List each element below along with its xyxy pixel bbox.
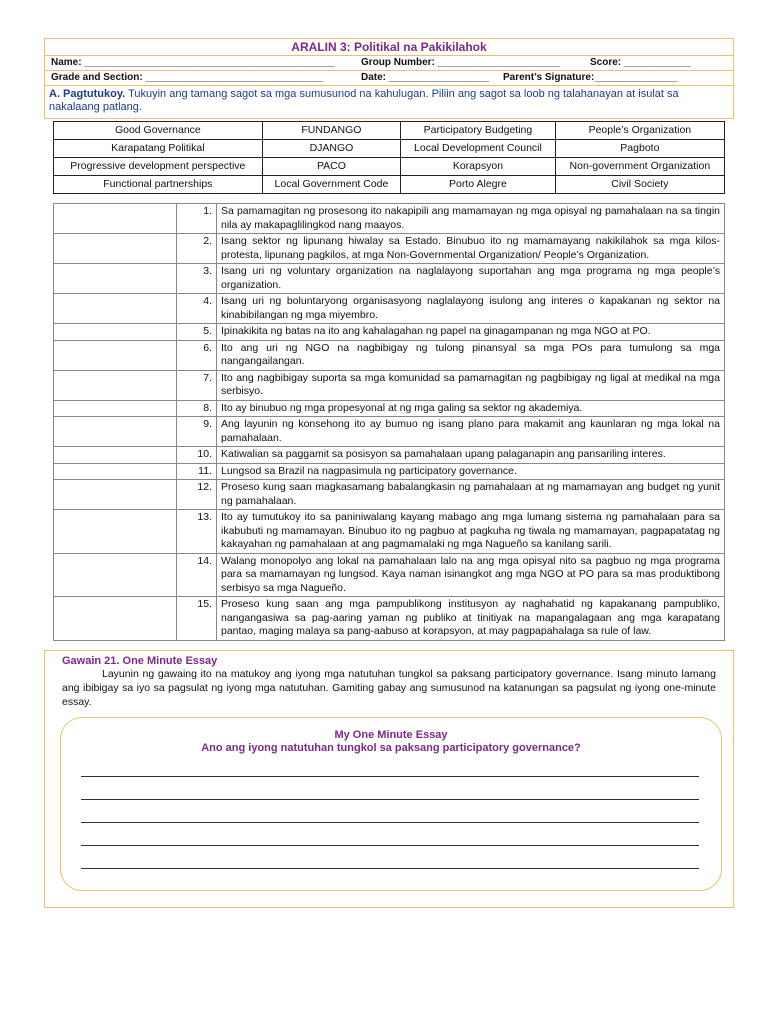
section-a-heading: A. Pagtutukoy.	[49, 88, 126, 100]
question-text: Lungsod sa Brazil na nagpasimula ng participatory governance.	[217, 463, 725, 480]
essay-answer-line[interactable]	[81, 868, 699, 869]
question-text: Ito ay binubuo ng mga propesyonal at ng mga galing sa sektor ng akademiya.	[217, 400, 725, 417]
word-bank-choice: Non-government Organization	[555, 158, 724, 176]
word-bank-choice: People’s Organization	[555, 122, 724, 140]
essay-box	[60, 717, 722, 891]
word-bank-choice: Porto Alegre	[401, 176, 556, 194]
word-bank-row	[54, 158, 725, 176]
word-bank-choice: Karapatang Politikal	[54, 140, 263, 158]
essay-answer-line[interactable]	[81, 799, 699, 800]
question-number: 8.	[177, 400, 217, 417]
question-number: 15.	[177, 597, 217, 641]
question-row	[54, 480, 725, 510]
answer-blank[interactable]	[54, 294, 177, 324]
question-row	[54, 463, 725, 480]
gawain-box	[44, 650, 734, 908]
question-text: Proseso kung saan ang mga pampublikong institusyon ay naghahatid ng kapakanang pampubliko, nangangasiwa sa pag-aaring yaman ng publiko at tinitiyak na mapangalagaan ang mga karapatang pantao, maging malaya sa pang-aabuso at korapsyon, at may pagpapahalaga sa rule of law.	[217, 597, 725, 641]
question-text: Ito ay tumutukoy ito sa paniniwalang kayang mabago ang mga lumang sistema ng pamahalaan para sa ikabubuti ng mamamayan. Binubuo ito ng pagbuo at pagkuha ng tiwala ng mamamayan, pagpapatatag ng kakayahan ng pamahalaan at ang pagmamalaki ng mga Nagueño sa kanilang sarili.	[217, 510, 725, 554]
answer-blank[interactable]	[54, 204, 177, 234]
question-row	[54, 370, 725, 400]
group-number-field[interactable]: Group Number: ______________________	[361, 57, 561, 68]
answer-blank[interactable]	[54, 400, 177, 417]
word-bank-choice: Participatory Budgeting	[401, 122, 556, 140]
question-text: Sa pamamagitan ng prosesong ito nakapipili ang mamamayan ng mga opisyal ng pamahalaan na sa tingin nila ay makapaglilingkod nang maayos.	[217, 204, 725, 234]
word-bank-choice: Local Development Council	[401, 140, 556, 158]
info-row-1	[45, 56, 733, 71]
word-bank-choice: Korapsyon	[401, 158, 556, 176]
question-row	[54, 510, 725, 554]
question-row	[54, 400, 725, 417]
question-text: Isang sektor ng lipunang hiwalay sa Estado. Binubuo ito ng mamamayang nakikilahok sa mga kilos-protesta, lipunang pagkilos, at mga Non-Governmental Organization/ People’s Organization.	[217, 234, 725, 264]
word-bank-choice: Local Government Code	[262, 176, 400, 194]
question-number: 13.	[177, 510, 217, 554]
gawain-title: Gawain 21. One Minute Essay	[62, 654, 218, 667]
essay-answer-line[interactable]	[81, 776, 699, 777]
essay-title: My One Minute Essay	[334, 728, 448, 741]
question-text: Ito ang nagbibigay suporta sa mga komunidad sa pamamagitan ng pagbibigay ng ligal at medikal na mga serbisyo.	[217, 370, 725, 400]
question-row	[54, 264, 725, 294]
question-text: Ipinakikita ng batas na ito ang kahalagahan ng papel na ginagampanan ng mga NGO at PO.	[217, 324, 725, 341]
essay-answer-line[interactable]	[81, 822, 699, 823]
name-field[interactable]: Name: _____________________________________________	[51, 57, 335, 68]
question-text: Katiwalian sa paggamit sa posisyon sa pamahalaan upang palaganapin ang pansariling interes.	[217, 447, 725, 464]
word-bank-table	[53, 121, 725, 194]
question-text: Proseso kung saan magkasamang babalangkasin ng pamahalaan at ng mamamayan ang budget ng yunit ng pamahalaan.	[217, 480, 725, 510]
question-number: 4.	[177, 294, 217, 324]
question-row	[54, 340, 725, 370]
word-bank-choice: Civil Society	[555, 176, 724, 194]
question-row	[54, 294, 725, 324]
question-number: 6.	[177, 340, 217, 370]
word-bank-choice: FUNDANGO	[262, 122, 400, 140]
info-row-2	[45, 71, 733, 86]
answer-blank[interactable]	[54, 370, 177, 400]
section-a-text: Tukuyin ang tamang sagot sa mga sumusunod na kahulugan. Piliin ang sagot sa loob ng talahanayan at isulat sa nakalaang patlang.	[49, 88, 679, 113]
question-number: 9.	[177, 417, 217, 447]
answer-blank[interactable]	[54, 447, 177, 464]
word-bank-choice: Good Governance	[54, 122, 263, 140]
question-text: Ito ang uri ng NGO na nagbibigay ng tulong pinansyal sa mga POs para tumulong sa mga nangangailangan.	[217, 340, 725, 370]
question-number: 5.	[177, 324, 217, 341]
word-bank-row	[54, 122, 725, 140]
question-number: 11.	[177, 463, 217, 480]
answer-blank[interactable]	[54, 234, 177, 264]
question-row	[54, 447, 725, 464]
question-number: 14.	[177, 553, 217, 597]
question-text: Walang monopolyo ang lokal na pamahalaan lalo na ang mga opisyal nito sa pagbuo ng mga programa para sa mamamayan ng lungsod. Kaya naman isinangkot ang mga NGO at PO para sa mas produktibong serbisyo sa mga Nagueño.	[217, 553, 725, 597]
lesson-title: ARALIN 3: Politikal na Pakikilahok	[45, 39, 733, 56]
answer-blank[interactable]	[54, 553, 177, 597]
question-text: Isang uri ng voluntary organization na naglalayong suportahan ang mga programa ng mga people’s organization.	[217, 264, 725, 294]
question-number: 2.	[177, 234, 217, 264]
questions-table	[53, 203, 725, 641]
question-text: Isang uri ng boluntaryong organisasyong naglalayong isulong ang interes o kapakanan ng sektor na kinabibilangan ng mga miyembro.	[217, 294, 725, 324]
word-bank-choice: DJANGO	[262, 140, 400, 158]
word-bank-choice: Pagboto	[555, 140, 724, 158]
question-row	[54, 553, 725, 597]
question-number: 12.	[177, 480, 217, 510]
answer-blank[interactable]	[54, 597, 177, 641]
question-row	[54, 417, 725, 447]
question-number: 1.	[177, 204, 217, 234]
question-row	[54, 597, 725, 641]
answer-blank[interactable]	[54, 480, 177, 510]
question-row	[54, 234, 725, 264]
score-field[interactable]: Score: ____________	[590, 57, 691, 68]
date-field[interactable]: Date: __________________	[361, 72, 489, 83]
grade-section-field[interactable]: Grade and Section: ________________________________	[51, 72, 324, 83]
question-row	[54, 204, 725, 234]
answer-blank[interactable]	[54, 264, 177, 294]
question-number: 7.	[177, 370, 217, 400]
worksheet	[44, 38, 734, 908]
answer-blank[interactable]	[54, 340, 177, 370]
section-a-instructions	[45, 86, 733, 118]
question-number: 3.	[177, 264, 217, 294]
answer-blank[interactable]	[54, 417, 177, 447]
gawain-instructions: Layunin ng gawaing ito na matukoy ang iyong mga natutuhan tungkol sa paksang participatory governance. Isang minuto lamang ang ibibigay sa iyo sa pagsulat ng iyong mga natutuhan. Gamiting gabay ang sumusunod na katanungan sa pagsulat ng iyong one-minute essay.	[62, 667, 716, 708]
parent-signature-field[interactable]: Parent’s Signature:_______________	[503, 72, 678, 83]
question-text: Ang layunin ng konsehong ito ay bumuo ng isang plano para makamit ang kaunlaran ng mga lokal na pamahalaan.	[217, 417, 725, 447]
question-row	[54, 324, 725, 341]
answer-blank[interactable]	[54, 510, 177, 554]
answer-blank[interactable]	[54, 324, 177, 341]
word-bank-choice: Functional partnerships	[54, 176, 263, 194]
word-bank-choice: PACO	[262, 158, 400, 176]
essay-answer-line[interactable]	[81, 845, 699, 846]
word-bank-row	[54, 140, 725, 158]
header-box	[44, 38, 734, 119]
essay-question: Ano ang iyong natutuhan tungkol sa paksang participatory governance?	[201, 741, 581, 754]
question-number: 10.	[177, 447, 217, 464]
word-bank-choice: Progressive development perspective	[54, 158, 263, 176]
answer-blank[interactable]	[54, 463, 177, 480]
word-bank-row	[54, 176, 725, 194]
